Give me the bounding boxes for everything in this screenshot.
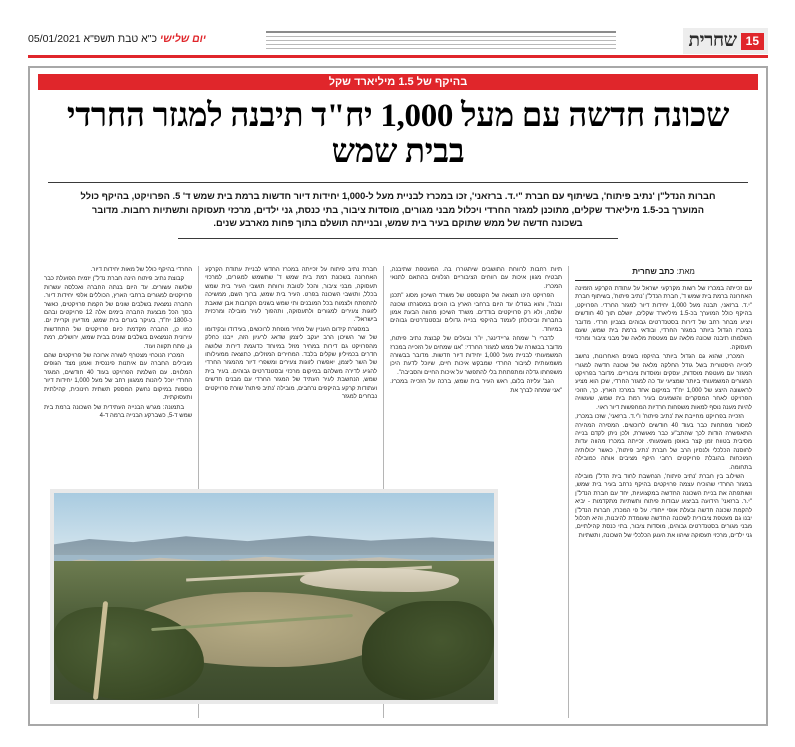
article-photo: [50, 489, 498, 704]
issue-date: [28, 33, 206, 45]
standfirst-line-1: חברות הנדל"ן 'נתיב פיתוח', בשיתוף עם חברת "י.ד. ברזאני', זכו במכרז לבניית מעל ל-1,000 יחידות דיור חדשות ברמת בית שמש ד' 5. הפרויקט, בהיקף כולל: [80, 191, 716, 201]
article-frame: [28, 66, 768, 726]
paragraph: המכרז הנוכחי מצטרף לשורה ארוכה של פרויקטים שהם מובילים החברה עם איתנות פיננסית ואמון מצד הגופים המלווים. עם השלמת הפרויקט בעוד 40 חודשים, המגזר החרדי יוכל ליהנות ממגוון רחב של מעל 1,000 יחידות דיור נוספות במיקום נחשק המספק תשתית חינוכית, קהילתית ותעסוקתית.: [44, 353, 193, 402]
paper-name: שחרית: [688, 30, 737, 51]
paragraph: קבוצת נתיב פיתוח הינה חברת נדל"ן יזמית הפועלת כבר שלושה עשורים. עד היום בנתה החברה ואכלסה עשרות פרויקטים למגורים ברחבי הארץ, הכוללים אלפי יחידות דיור. החברה נמצאת בשלבים שונים של הקמת פרויקטים, כאשר בסך הכל מבצעת החברה בימים אלה 12 פרויקטים ובהם כ-1800 יח"ד, בעיקר בערים בית שמש, מודיעין וקריית ים. כמו כן, החברה מקדמת כיום פרויקטים של התחדשות עירונית הנמצאים בשלבים שונים בבית שמש, ירושלים, רמת גן, פתח תקווה ועוד.: [44, 276, 193, 350]
aerial-photo-image: [54, 493, 494, 700]
paragraph: בתמונה: מגרש הבנייה העתידית של השכונה ברמת בית שמש ד-5, כשברקע הבנייה ברמה ד-4: [44, 404, 193, 419]
paper-logo: [683, 28, 768, 54]
article-kicker-text: בהיקף של 1.5 מיליארד שקל: [328, 76, 468, 88]
headline-line-1: שכונה חדשה עם מעל 1,000 יח"ד תיבנה למגזר: [152, 98, 730, 134]
article-headline: [42, 98, 754, 170]
masthead: [28, 28, 768, 58]
paragraph: לדברי ר' שמחה גריידינגר, יו"ר ובעלים של קבוצת נתיב פיתוח, מדובר בבשורה של ממש למגזר החרדי: "אנו שמחים על הזכייה במכרז המשמעותי לבניית מעל 1,000 יחידות דיור חדשות. מדובר בבשורה משמעותית לציבור החרדי שמבקש איכות חיים, שיוכל לדעת היכן משפחתו גדלה ומתפתחת בלי להתפשר על איכות החיים והסביבה".: [390, 336, 563, 376]
article-column-1: [569, 266, 758, 718]
paragraph: חברת נתיב פיתוח על זכייתה במכרז החדש לבניית עתודת הקרקע האחרונה בשכונת רמת בית שמש ד' שתשמש למגורים, למרכזי תעסוקה, מבני ציבור, והכל לטובת ורווחת תושבי העיר בית שמש בכלל, ותושבי השכונה בפרט. העיר בית שמש, ברוך השם, ממשיכה להתפתח ולצמוח בכל המובנים ותי שמש בשנים הקרובות אבן שואבת לזוגות צעירים למגורים ולתעסוקה, ותהפוך לעיר מובילה ומרכזית בישראל".: [205, 267, 378, 324]
article-kicker: [38, 74, 758, 90]
byline: [575, 266, 752, 281]
paragraph: הזכייה בפרויקט מחייבת את 'נתיב פיתוח' ו"י.ד. ברזאני', שזכו במכרז, למסור מפתחות כבר בעוד 40 חודשים לרוכשים. המסירה המהירה התאפשרה הודות לכך שהתב"ע כבר מאושרת, ולכן ניתן לקדם בנייה מסיבית בטווח זמן קצר באופן משמעותי. זכייתה במכרז מהווה עדות לחוסנה הכלכלי ולנסיון הרב של חברת 'נתיב פיתוח', כאשר יכולותיה המוכחות בהובלת פרויקטים רחבי היקף מציבים אותה כמובילה בתחומה.: [575, 414, 753, 471]
paragraph: החרדי בהיקף כולל של מאות יחידות דיור.: [90, 267, 193, 273]
paragraph: עם זכייתה במכרז של רשות מקרקעי ישראל על עתודת הקרקע הזמינה האחרונה ברמת בית שמש ד', חברת הנדל"ן 'נתיב פיתוח', בשיתוף חברת "י.ד. ברזאני, תבנה מעל 1,000 יחידות דיור למגזר החרדי. הפרויקט, בהיקף כולל המוערך בכ-1.5 מיליארד שקלים, יושלם תוך 40 חודשים ויציע מבחר רחב של דירות בסטנדרטים גבוהים בצביון חרדי. מדובר במכרז הגדול ביותר במגזר החרדי, ובודאי ברמת בית שמש, שעם השלמתו תיבנה שכונה מלאה עם מעטפת מלאה של מבני ציבור ומרכזי תעסוקה.: [575, 286, 753, 351]
issue-gregorian-date: 05/01/2021: [28, 33, 81, 45]
byline-name: כתב שחרית: [632, 267, 675, 276]
masthead-rule-lines: [266, 31, 616, 51]
paragraph: המכרז, שהוא גם הגדול ביותר בהיקפו בשנים האחרונות, נחשב לזכייה היסטורית בשל גודל החלקה מלאה של שכונה חדשה למגורי המגזר עם מעטפת מוסדות, עסקים ומוסדות ציבוריים. מדובר בפרויקט המגורים המשמעותי ביותר שמציעי עד כה למגזר החרדי, שכן הוא מציע לראשונה היצע של 1,000 יח"ד במיקום אחד במרכז הארץ. כך, הזוכי הפרויקט לאחר המסקרים והשמעים בעיר רמת בית שמש, שעשויה להיות מענה נוסף למאות משפחות חרדיות המחפשות דיור ראוי.: [575, 354, 753, 411]
paragraph: הפרויקט הינו תוצאה של הקונספט של משרד השיכון מסוג "תכנן ובנה", והוא בגודלו עד היום ברחבי הארץ בו הוכים במסגרתו שכונה שלמה, ולא רק פרויקטים בודדים. משרד השיכון מהווה הבעת אמון בחברות וביכולתן לעמוד בהיקפי בנייה גדולים ובסטנדרטים גבוהים במיוחד.: [390, 293, 563, 333]
issue-weekday: יום שלישי: [159, 33, 206, 45]
page-number-badge: 15: [741, 33, 764, 50]
paragraph: הגב' עליזה בלום, ראש העיר בית שמש, ברכה על הזכייה במכרז. "אני שמחה לברך את: [390, 379, 563, 394]
standfirst-bottom-rule: [178, 238, 618, 239]
byline-label: מאת:: [676, 267, 695, 276]
paragraph: תיות רחבות לרווחת התושבים שיתגוררו בה. המעטפת שתיבנה, תבטיח מגוון איכות עם רווחים הציבוריים הנלווים בהתאם לתנאי המכרז.: [390, 267, 563, 290]
masthead-red-rule: [28, 55, 768, 58]
standfirst-line-3: בשכונה חדשה של ממש שתוקם בעיר בית שמש, ובנייתה תושלם בתוך פחות מארבע שנים.: [213, 218, 583, 229]
standfirst-line-2: המוערך בכ-1.5 מיליארד שקלים, מתוכנן למגזר החרדי ויכלול מבני מגורים, מוסדות ציבור, בתי כנסת, גני ילדים, מרכזי תעסוקה ותשתיות רחבות. מדובר: [91, 204, 705, 215]
article-standfirst: [48, 182, 748, 239]
issue-hebrew-date: כ"א טבת תשפ"א: [83, 33, 157, 45]
paragraph: במסגרת קידום העניין של מחיר מופחת לרוכשים, בעידודו ובקידומו של שר השיכון הרב יעקב ליצמן שדאג לרעיון הזה, ייבנו כחלק מהפרויקט גם דירות במחיר מוזל במיוחד כדוגמת דירות שלושה חדרים בכמיליון שקלים בלבד. המחירים המוזלים, כתוצאה ממעילותו של השר ליצמן, יאפשרו לזוגות צעירים ומשפרי דיור מהמגזר החרדי להגיע לדירה משלהם במיקום מרכזי ובסטנדרטים גבוהים. בעיר בית שמש, הנחשבת לעיר העתיד של המגזר החרדי עם מבנים חדשים ועתודות קרקע בהיקפים נרחבים, מובילה 'נתיב פיתוח' שורת פרויקטים נבחרים למגזר: [205, 326, 378, 401]
paragraph: השילוב בין חברת 'נתיב פיתוח', הנחשבת לחוד בית הדל"ן מובילה במגזר החרדי שהוכיח עצמה פרויקטים בהיקף נרחב בעיר בית שמש, ושותפתה את בניית השכונה החדשה במקצועיות, יחד עם חברת הנדל"ן "י.ר. ברזאני' הידועה בביצוע עבודות פיתוח ותשתיות מתקדמות - יביא להקמת שכונה חדשה ובעלת אופי ייחודי. על פי המכרז, חברות הנדל"ן יבנו גם מעטפת ציבורית לשכונה החדשה שעומדת להיבנות, והיא תכלול מבני מגורים בסטנדרטים גבוהים, מוסדות ציבור, בתי כנסת קהילתיים, גני ילדים, מרכזי תעסוקה שיהוו את העוגן הכלכלי של השכונה, ותשתיות: [575, 473, 752, 539]
headline-line-2: החרדי בבית שמש: [66, 98, 465, 170]
